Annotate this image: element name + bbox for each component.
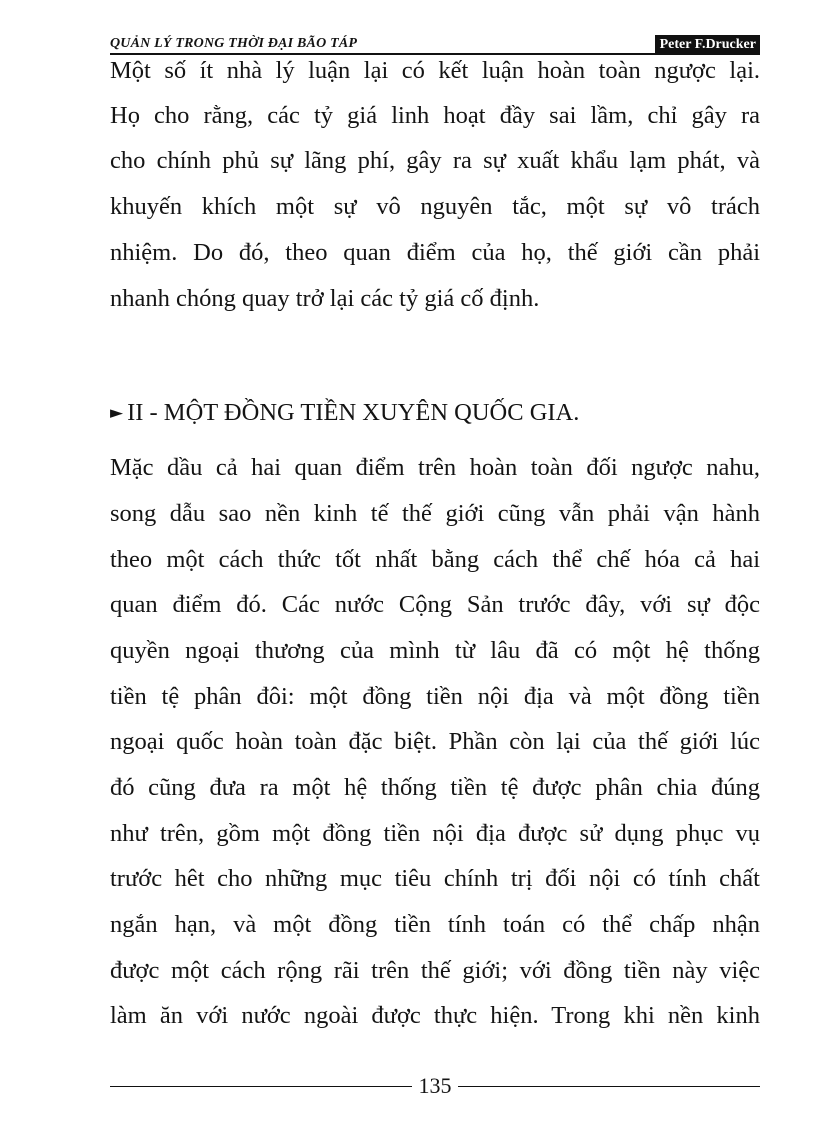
text-line: trước hêt cho những mục tiêu chính trị đối nội có tính chất bbox=[110, 865, 760, 892]
section-heading-text: II - MỘT ĐỒNG TIỀN XUYÊN QUỐC GIA. bbox=[127, 399, 580, 426]
text-line: Họ cho rằng, các tỷ giá linh hoạt đầy sai lầm, chỉ gây ra bbox=[110, 102, 760, 129]
text-line: được một cách rộng rãi trên thế giới; với đồng tiền này việc bbox=[110, 957, 760, 984]
text-line: tiền tệ phân đôi: một đồng tiền nội địa và một đồng tiền bbox=[110, 683, 760, 710]
section-heading bbox=[110, 398, 579, 428]
text-line: ngoại quốc hoàn toàn đặc biệt. Phần còn lại của thế giới lúc bbox=[110, 728, 760, 755]
text-line: như trên, gồm một đồng tiền nội địa được sử dụng phục vụ bbox=[110, 820, 760, 847]
text-line: Mặc dầu cả hai quan điểm trên hoàn toàn đối ngược nahu, bbox=[110, 454, 760, 481]
running-header bbox=[110, 34, 760, 55]
text-line: nhanh chóng quay trở lại các tỷ giá cố định. bbox=[110, 285, 540, 312]
text-line: theo một cách thức tốt nhất bằng cách thể chế hóa cả hai bbox=[110, 546, 760, 573]
footer-rule-left bbox=[110, 1086, 412, 1087]
text-line: khuyến khích một sự vô nguyên tắc, một sự vô trách bbox=[110, 193, 760, 220]
text-line: làm ăn với nước ngoài được thực hiện. Trong khi nền kinh bbox=[110, 1002, 760, 1029]
text-line: cho chính phủ sự lãng phí, gây ra sự xuất khẩu lạm phát, và bbox=[110, 147, 760, 174]
text-line: song dẫu sao nền kinh tế thế giới cũng vẫn phải vận hành bbox=[110, 500, 760, 527]
text-line: ngắn hạn, và một đồng tiền tính toán có thể chấp nhận bbox=[110, 911, 760, 938]
author-label: Peter F.Drucker bbox=[655, 35, 760, 54]
text-line: quyền ngoại thương của mình từ lâu đã có một hệ thống bbox=[110, 637, 760, 664]
page-number: 135 bbox=[418, 1073, 452, 1098]
text-line: nhiệm. Do đó, theo quan điểm của họ, thế giới cần phải bbox=[110, 239, 760, 266]
book-title: QUẢN LÝ TRONG THỜI ĐẠI BÃO TÁP bbox=[110, 36, 358, 51]
text-line: quan điểm đó. Các nước Cộng Sản trước đây, với sự độc bbox=[110, 591, 760, 618]
triangle-bullet-icon: ► bbox=[110, 403, 124, 423]
text-line: đó cũng đưa ra một hệ thống tiền tệ được phân chia đúng bbox=[110, 774, 760, 801]
page-footer bbox=[110, 1074, 760, 1098]
text-line: Một số ít nhà lý luận lại có kết luận hoàn toàn ngược lại. bbox=[110, 57, 760, 84]
footer-rule-right bbox=[458, 1086, 760, 1087]
